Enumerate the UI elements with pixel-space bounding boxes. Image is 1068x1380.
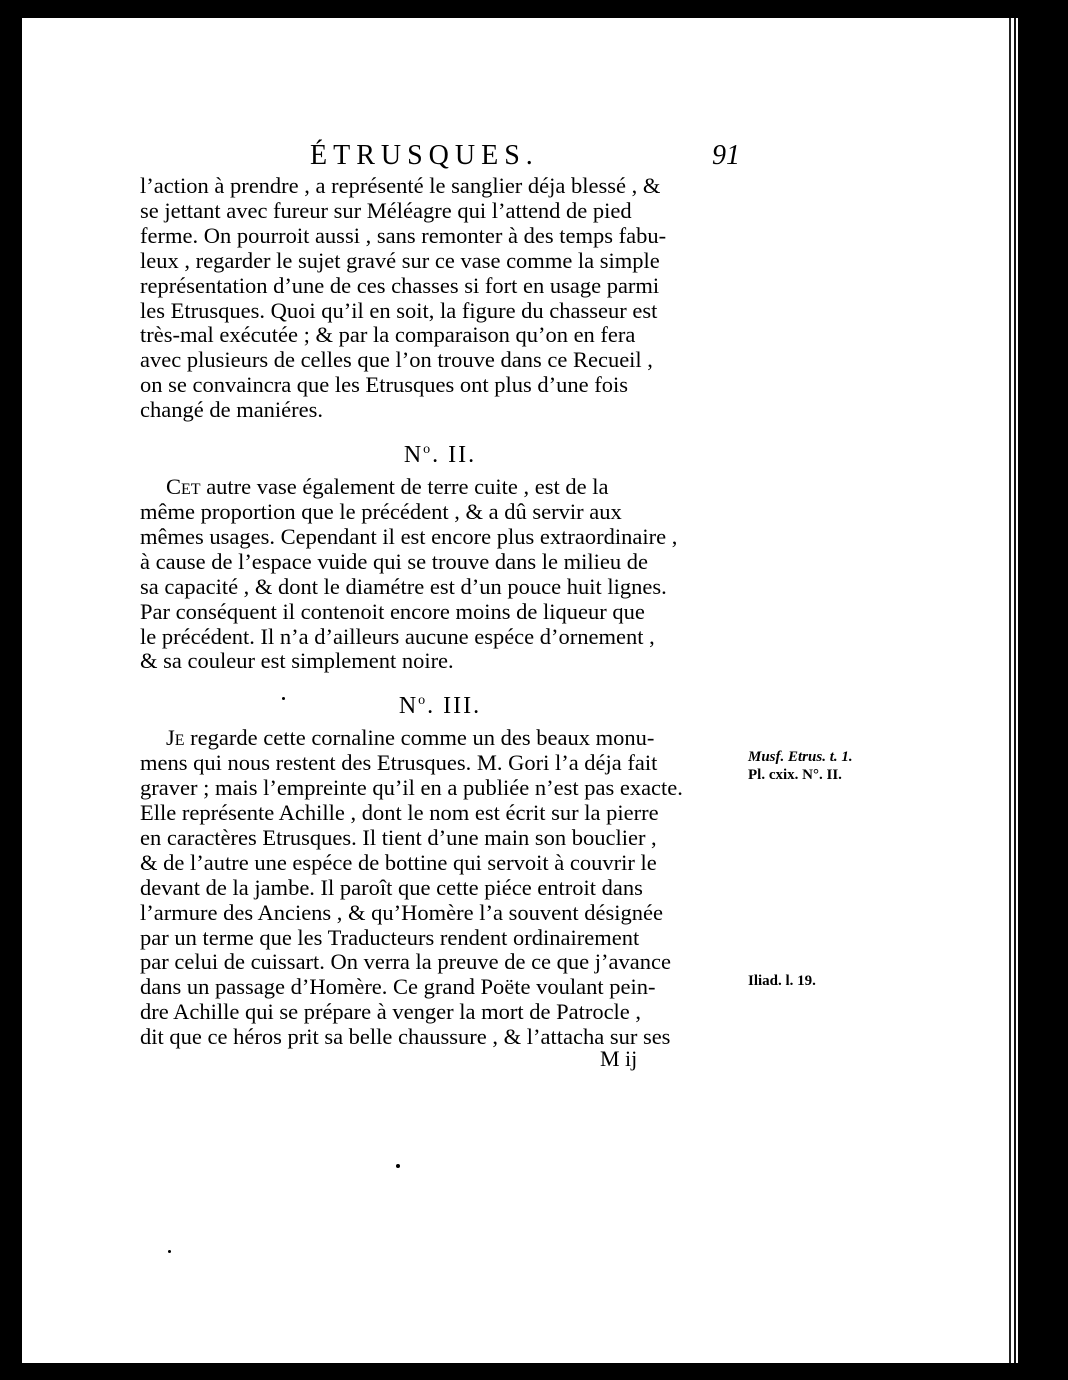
text-line: l’action à prendre , a représenté le sanglier déja blessé , & — [140, 173, 661, 198]
text-line: très-mal exécutée ; & par la comparaison qu’on en fera — [140, 322, 636, 348]
text-line: se jettant avec fureur sur Méléagre qui l’attend de pied — [140, 197, 632, 223]
running-title: ÉTRUSQUES. — [310, 140, 539, 171]
text-line: mêmes usages. Cependant il est encore plus extraordinaire , — [140, 523, 678, 549]
drop-word: Cet — [166, 474, 201, 500]
page-header — [140, 140, 740, 174]
section-heading-2: $N^o$. II. — [403, 442, 477, 469]
margin-note-line: Pl. cxix. N°. II. — [748, 767, 842, 783]
text-line: par celui de cuissart. On verra la preuve de ce que j’avance — [140, 949, 671, 975]
margin-note-line: Iliad. l. 19. — [748, 973, 816, 989]
text-line: les Etrusques. Quoi qu’il en soit, la figure du chasseur est — [140, 297, 658, 323]
text-line: représentation d’une de ces chasses si fort en usage parmi — [140, 272, 660, 298]
text-line: changé de maniéres. — [140, 397, 324, 423]
text-line: même proportion que le précédent , & a dû servir aux — [140, 498, 622, 524]
text-line: en caractères Etrusques. Il tient d’une main son bouclier , — [140, 824, 657, 850]
page-edge — [1006, 18, 1022, 1363]
page-number: 91 — [712, 140, 740, 171]
text-line: & de l’autre une espéce de bottine qui servoit à couvrir le — [140, 849, 657, 875]
body-text — [140, 174, 740, 1050]
text-line: ferme. On pourroit aussi , sans remonter à des temps fabu- — [140, 222, 667, 248]
text-line: & sa couleur est simplement noire. — [140, 648, 454, 674]
text-line: Elle représente Achille , dont le nom est écrit sur la pierre — [140, 800, 659, 826]
text-line: Par conséquent il contenoit encore moins de liqueur que — [140, 598, 645, 624]
text-line: mens qui nous restent des Etrusques. M. Gori l’a déja fait — [140, 750, 658, 776]
text-line: sa capacité , & dont le diamétre est d’un pouce huit lignes. — [140, 573, 667, 599]
text-line: dre Achille qui se prépare à venger la mort de Patrocle , — [140, 999, 642, 1025]
section-heading-3: $N^o$. III. — [398, 693, 482, 720]
paragraph-continuation — [140, 174, 740, 423]
margin-note-iliad-reference — [748, 972, 816, 990]
text-line: le précédent. Il n’a d’ailleurs aucune espéce d’ornement , — [140, 623, 655, 649]
ink-speck — [282, 697, 285, 700]
text-line: on se convaincra que les Etrusques ont plus d’une fois — [140, 372, 629, 398]
ink-speck — [168, 1250, 171, 1253]
text-line: leux , regarder le sujet gravé sur ce vase comme la simple — [140, 247, 660, 273]
text-line: dans un passage d’Homère. Ce grand Poëte voulant pein- — [140, 974, 656, 1000]
text-line: l’armure des Anciens , & qu’Homère l’a souvent désignée — [140, 899, 663, 925]
margin-note-line: Musf. Etrus. t. 1. — [748, 749, 853, 765]
ink-speck — [396, 1164, 400, 1168]
text-line: dit que ce héros prit sa belle chaussure , & l’attacha sur ses — [140, 1024, 671, 1050]
text-line: avec plusieurs de celles que l’on trouve dans ce Recueil , — [140, 347, 653, 373]
text-line: Je regarde cette cornaline comme un des beaux monu- — [166, 725, 655, 751]
paragraph-3 — [140, 726, 740, 1050]
signature-mark: M ij — [600, 1046, 638, 1071]
text-line: par un terme que les Traducteurs rendent ordinairement — [140, 924, 640, 950]
margin-note-museum-reference — [748, 748, 853, 784]
text-line: graver ; mais l’empreinte qu’il en a publiée n’est pas exacte. — [140, 775, 683, 801]
text-line: Cet autre vase également de terre cuite , est de la — [166, 474, 609, 500]
text-line: à cause de l’espace vuide qui se trouve dans le milieu de — [140, 548, 648, 574]
paragraph-2 — [140, 475, 740, 674]
drop-word: Je — [166, 725, 185, 751]
text-line: devant de la jambe. Il paroît que cette piéce entroit dans — [140, 874, 643, 900]
